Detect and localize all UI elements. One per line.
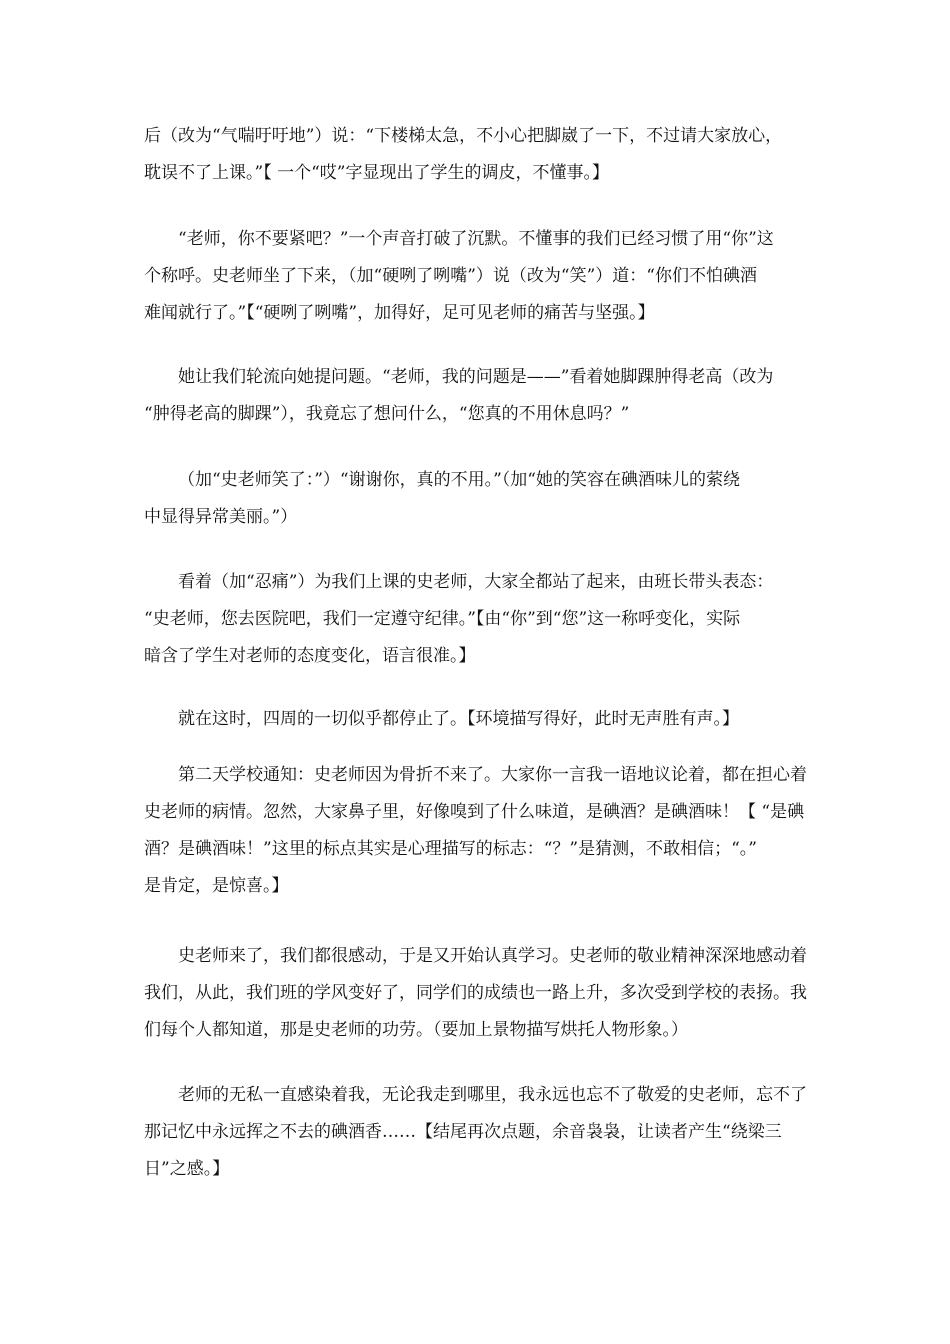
text-line: 难闻就行了。”【“硬咧了咧嘴”，加得好，足可见老师的痛苦与坚强。】 — [144, 303, 655, 323]
paragraph — [144, 701, 808, 738]
text-line: 们每个人都知道，那是史老师的功劳。（要加上景物描写烘托人物形象。） — [144, 1020, 688, 1040]
paragraph — [144, 757, 808, 905]
text-line: 就在这时，四周的一切似乎都停止了。【环境描写得好，此时无声胜有声。】 — [178, 709, 739, 729]
text-line: 她让我们轮流向她提问题。“老师，我的问题是——”看着她脚踝肿得老高（改为 — [178, 367, 774, 387]
text-line: 看着（加“忍痛”）为我们上课的史老师，大家全都站了起来，由班长带头表态： — [178, 572, 774, 592]
text-line: “史老师，您去医院吧，我们一定遵守纪律。”【由“你”到“您”这一称呼变化，实际 — [144, 609, 741, 629]
text-line: 是肯定，是惊喜。】 — [144, 876, 289, 896]
text-line: 个称呼。史老师坐了下来，（加“硬咧了咧嘴”）说（改为“笑”）道：“你们不怕碘酒 — [144, 266, 757, 286]
paragraph — [144, 118, 808, 192]
text-line: 日”之感。】 — [144, 1159, 230, 1179]
text-line: 后（改为“气喘吁吁地”）说：“下楼梯太急，不小心把脚崴了一下，不过请大家放心， — [144, 126, 783, 146]
text-line: 那记忆中永远挥之不去的碘酒香……【结尾再次点题，余音袅袅，让读者产生“绕梁三 — [144, 1122, 782, 1142]
text-line: 耽误不了上课。”【 一个“哎”字显现出了学生的调皮，不懂事。】 — [144, 163, 609, 183]
text-line: （加“史老师笑了：”）“谢谢你，真的不用。”（加“她的笑容在碘酒味儿的萦绕 — [178, 470, 740, 490]
text-line: 暗含了学生对老师的态度变化，语言很准。】 — [144, 646, 476, 666]
text-line: 史老师的病情。忽然，大家鼻子里，好像嗅到了什么味道，是碘酒？是碘酒味！【 “是碘 — [144, 802, 805, 822]
paragraph — [144, 564, 808, 675]
text-line: 第二天学校通知：史老师因为骨折不来了。大家你一言我一语地议论着，都在担心着 — [178, 765, 807, 785]
text-line: 酒？是碘酒味！”这里的标点其实是心理描写的标志：“？”是猜测，不敢相信；“。” — [144, 839, 757, 859]
paragraph — [144, 359, 808, 433]
text-line: 中显得异常美丽。”） — [144, 507, 298, 527]
paragraph — [144, 938, 808, 1049]
text-line: 史老师来了，我们都很感动，于是又开始认真学习。史老师的敬业精神深深地感动着 — [178, 946, 807, 966]
text-line: 我们，从此，我们班的学风变好了，同学们的成绩也一路上升，多次受到学校的表扬。我 — [144, 983, 807, 1003]
text-line: 老师的无私一直感染着我，无论我走到哪里，我永远也忘不了敬爱的史老师，忘不了 — [178, 1085, 807, 1105]
text-line: “老师，你不要紧吧？”一个声音打破了沉默。不懂事的我们已经习惯了用“你”这 — [178, 229, 774, 249]
paragraph — [144, 462, 808, 536]
paragraph — [144, 221, 808, 332]
paragraph — [144, 1077, 808, 1188]
text-line: “肿得老高的脚踝”），我竟忘了想问什么，“您真的不用休息吗？” — [144, 404, 630, 424]
